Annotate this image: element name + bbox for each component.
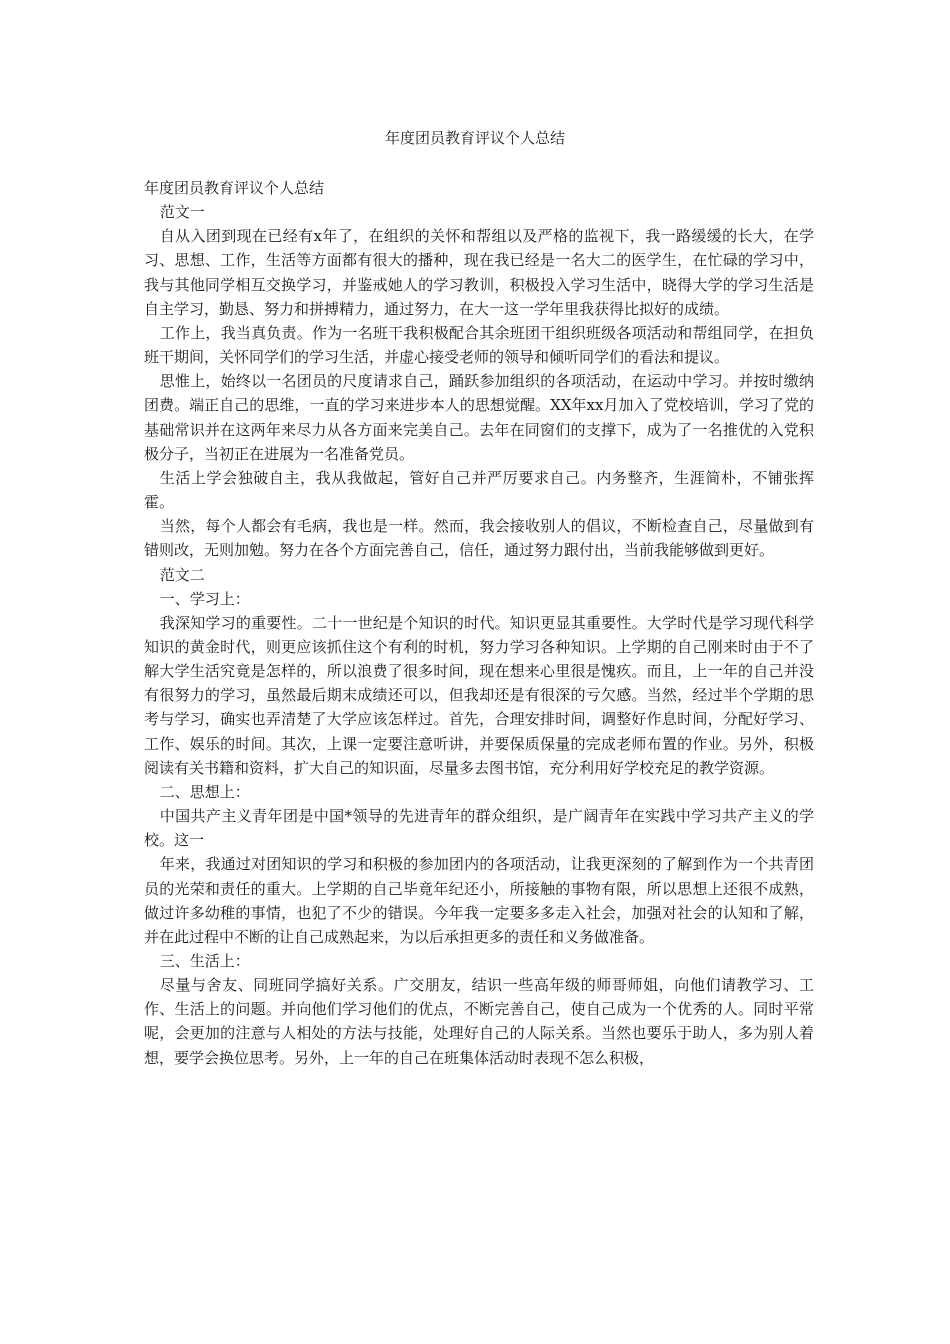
paragraph: 当然，每个人都会有毛病，我也是一样。然而，我会接收别人的倡议，不断检查自己，尽量做到有错则改，无则加勉。努力在各个方面完善自己，信任，通过努力跟付出，当前我能够做到更好。: [144, 517, 814, 560]
section-heading-sample-two: 范文二: [159, 565, 205, 584]
paragraph: 工作上，我当真负责。作为一名班干我积极配合其余班团干组织班级各项活动和帮组同学，在担负班干期间，关怀同学们的学习生活，并虚心接受老师的领导和倾听同学们的看法和提议。: [144, 323, 814, 367]
paragraph: 尽量与舍友、同班同学搞好关系。广交朋友，结识一些高年级的师哥师姐，向他们请教学习、工作、生活上的问题。并向他们学习他们的优点，不断完善自己，使自己成为一个优秀的人。同时平常呢，会更加的注意与人相处的方法与技能，处理好自己的人际关系。当然也要乐于助人，多为别人着想，要学会换位思考。另外，上一年的自己在班集体活动时表现不怎么积极，: [144, 976, 814, 1067]
subheading-study: 一、学习上：: [159, 589, 250, 608]
subheading-life: 三、生活上：: [159, 952, 250, 970]
subheading-thought: 二、思想上：: [159, 782, 250, 801]
paragraph: 中国共产主义青年团是中国*领导的先进青年的群众组织，是广阔青年在实践中学习共产主义的学校。这一: [144, 807, 814, 850]
document-subtitle: 年度团员教育评议个人总结: [144, 179, 325, 197]
document-title: 年度团员教育评议个人总结: [384, 129, 565, 147]
paragraph: 自从入团到现在已经有x年了，在组织的关怀和帮组以及严格的监视下，我一路缓缓的长大，在学习、思想、工作，生活等方面都有很大的播种，现在我已经是一名大二的医学生，在忙碌的学习中，我与其他同学相互交换学习，并鉴戒她人的学习教训，积极投入学习生活中，晓得大学的学习生活是自主学习，勤恳、努力和拼搏精力，通过努力，在大一这一学年里我获得比拟好的成绩。: [144, 227, 814, 318]
paragraph: 生活上学会独破自主，我从我做起，管好自己并严厉要求自己。内务整齐，生涯简朴，不铺张挥霍。: [144, 468, 814, 512]
paragraph: 我深知学习的重要性。二十一世纪是个知识的时代。知识更显其重要性。大学时代是学习现代科学知识的黄金时代，则更应该抓住这个有利的时机，努力学习各种知识。上学期的自己刚来时由于不了解大学生活究竟是怎样的，所以浪费了很多时间，现在想来心里很是愧疚。而且，上一年的自己并没有很努力的学习，虽然最后期末成绩还可以，但我却还是有很深的亏欠感。当然，经过半个学期的思考与学习，确实也弄清楚了大学应该怎样过。首先，合理安排时间，调整好作息时间，分配好学习、工作、娱乐的时间。其次，上课一定要注意听讲，并要保质保量的完成老师布置的作业。另外，积极阅读有关书籍和资料，扩大自己的知识面，尽量多去图书馆，充分利用好学校充足的教学资源。: [144, 613, 814, 777]
document-body: [144, 176, 814, 1070]
paragraph: 年来，我通过对团知识的学习和积极的参加团内的各项活动，让我更深刻的了解到作为一个共青团员的光荣和责任的重大。上学期的自己毕竟年纪还小，所接触的事物有限，所以思想上还很不成熟，做过许多幼稚的事情，也犯了不少的错误。今年我一定要多多走入社会，加强对社会的认知和了解，并在此过程中不断的让自己成熟起来，为以后承担更多的责任和义务做准备。: [144, 855, 814, 946]
section-heading-sample-one: 范文一: [159, 203, 205, 222]
paragraph: 思惟上，始终以一名团员的尺度请求自己，踊跃参加组织的各项活动，在运动中学习。并按时缴纳团费。端正自己的思维，一直的学习来进步本人的思想觉醒。XX年xx月加入了党校培训，学习了党的基础常识并在这两年来尽力从各方面来完美自己。去年在同窗们的支撑下，成为了一名推优的入党积极分子，当初正在进展为一名准备党员。: [144, 372, 814, 463]
